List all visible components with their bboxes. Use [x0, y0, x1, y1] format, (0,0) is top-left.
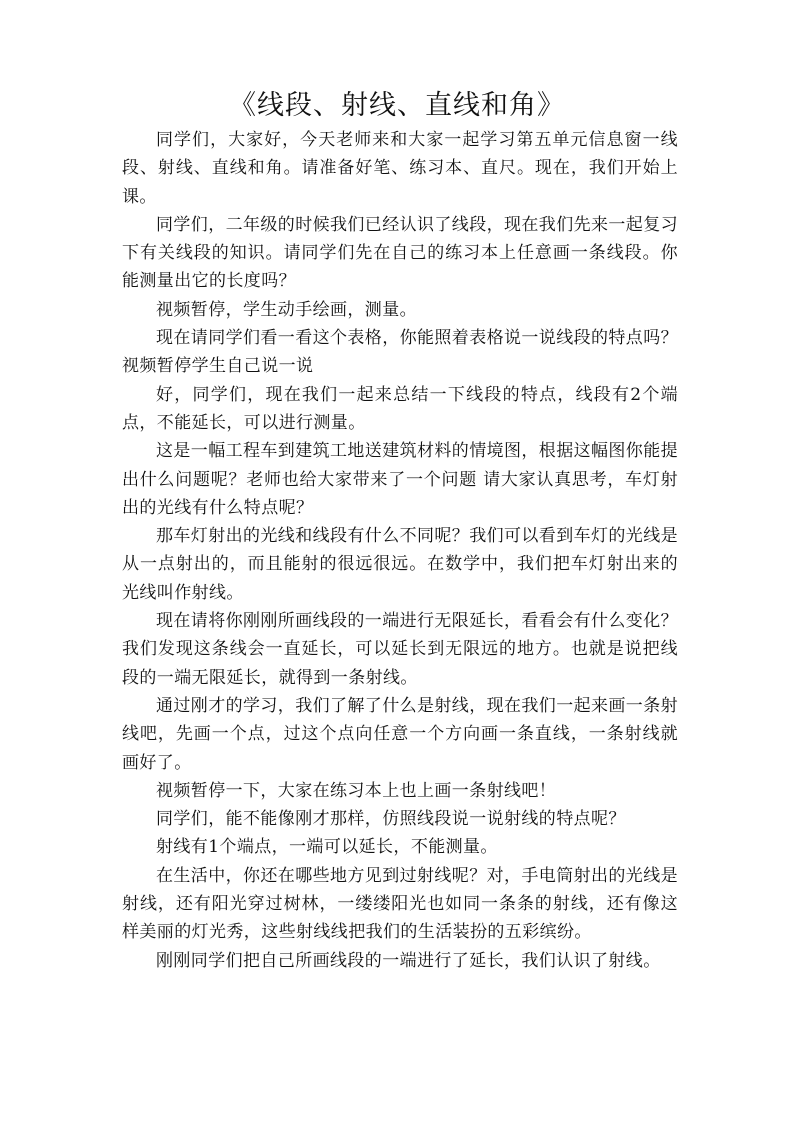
- document-title: 《线段、射线、直线和角》: [229, 90, 565, 121]
- paragraph-review: 同学们，二年级的时候我们已经认识了线段，现在我们先来一起复习下有关线段的知识。请同学们先在自己的练习本上任意画一条线段。你能测量出它的长度吗？: [122, 214, 678, 292]
- paragraph-conclusion: 刚刚同学们把自己所画线段的一端进行了延长，我们认识了射线。: [156, 950, 661, 971]
- paragraph-ray-features: 射线有1个端点，一端可以延长，不能测量。: [156, 837, 498, 858]
- paragraph-extend: 现在请将你刚刚所画线段的一端进行无限延长，看看会有什么变化？ 我们发现这条线会一直延长，可以延长到无限远的地方。也就是说把线段的一端无限延长，就得到一条射线。: [122, 611, 713, 688]
- paragraph-segment-summary: 好，同学们，现在我们一起来总结一下线段的特点，线段有2个端点，不能延长，可以进行测量。: [122, 384, 678, 433]
- document-body: [122, 126, 713, 975]
- paragraph-ray-question: 同学们，能不能像刚才那样，仿照线段说一说射线的特点呢？: [156, 809, 626, 830]
- paragraph-table: 现在请同学们看一看这个表格，你能照着表格说一说线段的特点吗？视频暂停学生自己说一说: [122, 328, 678, 377]
- paragraph-pause-draw: 视频暂停，学生动手绘画，测量。: [156, 299, 417, 320]
- paragraph-scene: 这是一幅工程车到建筑工地送建筑材料的情境图，根据这幅图你能提出什么问题呢？老师也给大家带来了一个问题 请大家认真思考，车灯射出的光线有什么特点呢？: [122, 441, 678, 518]
- paragraph-draw-ray: 通过刚才的学习，我们了解了什么是射线，现在我们一起来画一条射线吧，先画一个点，过这个点向任意一个方向画一条直线，一条射线就画好了。: [122, 695, 678, 773]
- paragraph-life-examples: 在生活中，你还在哪些地方见到过射线呢？对，手电筒射出的光线是射线，还有阳光穿过树林，一缕缕阳光也如同一条条的射线，还有像这样美丽的灯光秀，这些射线线把我们的生活装扮的五彩缤纷。: [122, 865, 678, 943]
- paragraph-pause-ray: 视频暂停一下，大家在练习本上也上画一条射线吧！: [156, 780, 557, 801]
- paragraph-intro: 同学们，大家好，今天老师来和大家一起学习第五单元信息窗一线段、射线、直线和角。请准备好笔、练习本、直尺。现在，我们开始上课。: [122, 130, 678, 207]
- paragraph-light-ray: 那车灯射出的光线和线段有什么不同呢？我们可以看到车灯的光线是从一点射出的，而且能射的很远很远。在数学中，我们把车灯射出来的光线叫作射线。: [122, 526, 678, 603]
